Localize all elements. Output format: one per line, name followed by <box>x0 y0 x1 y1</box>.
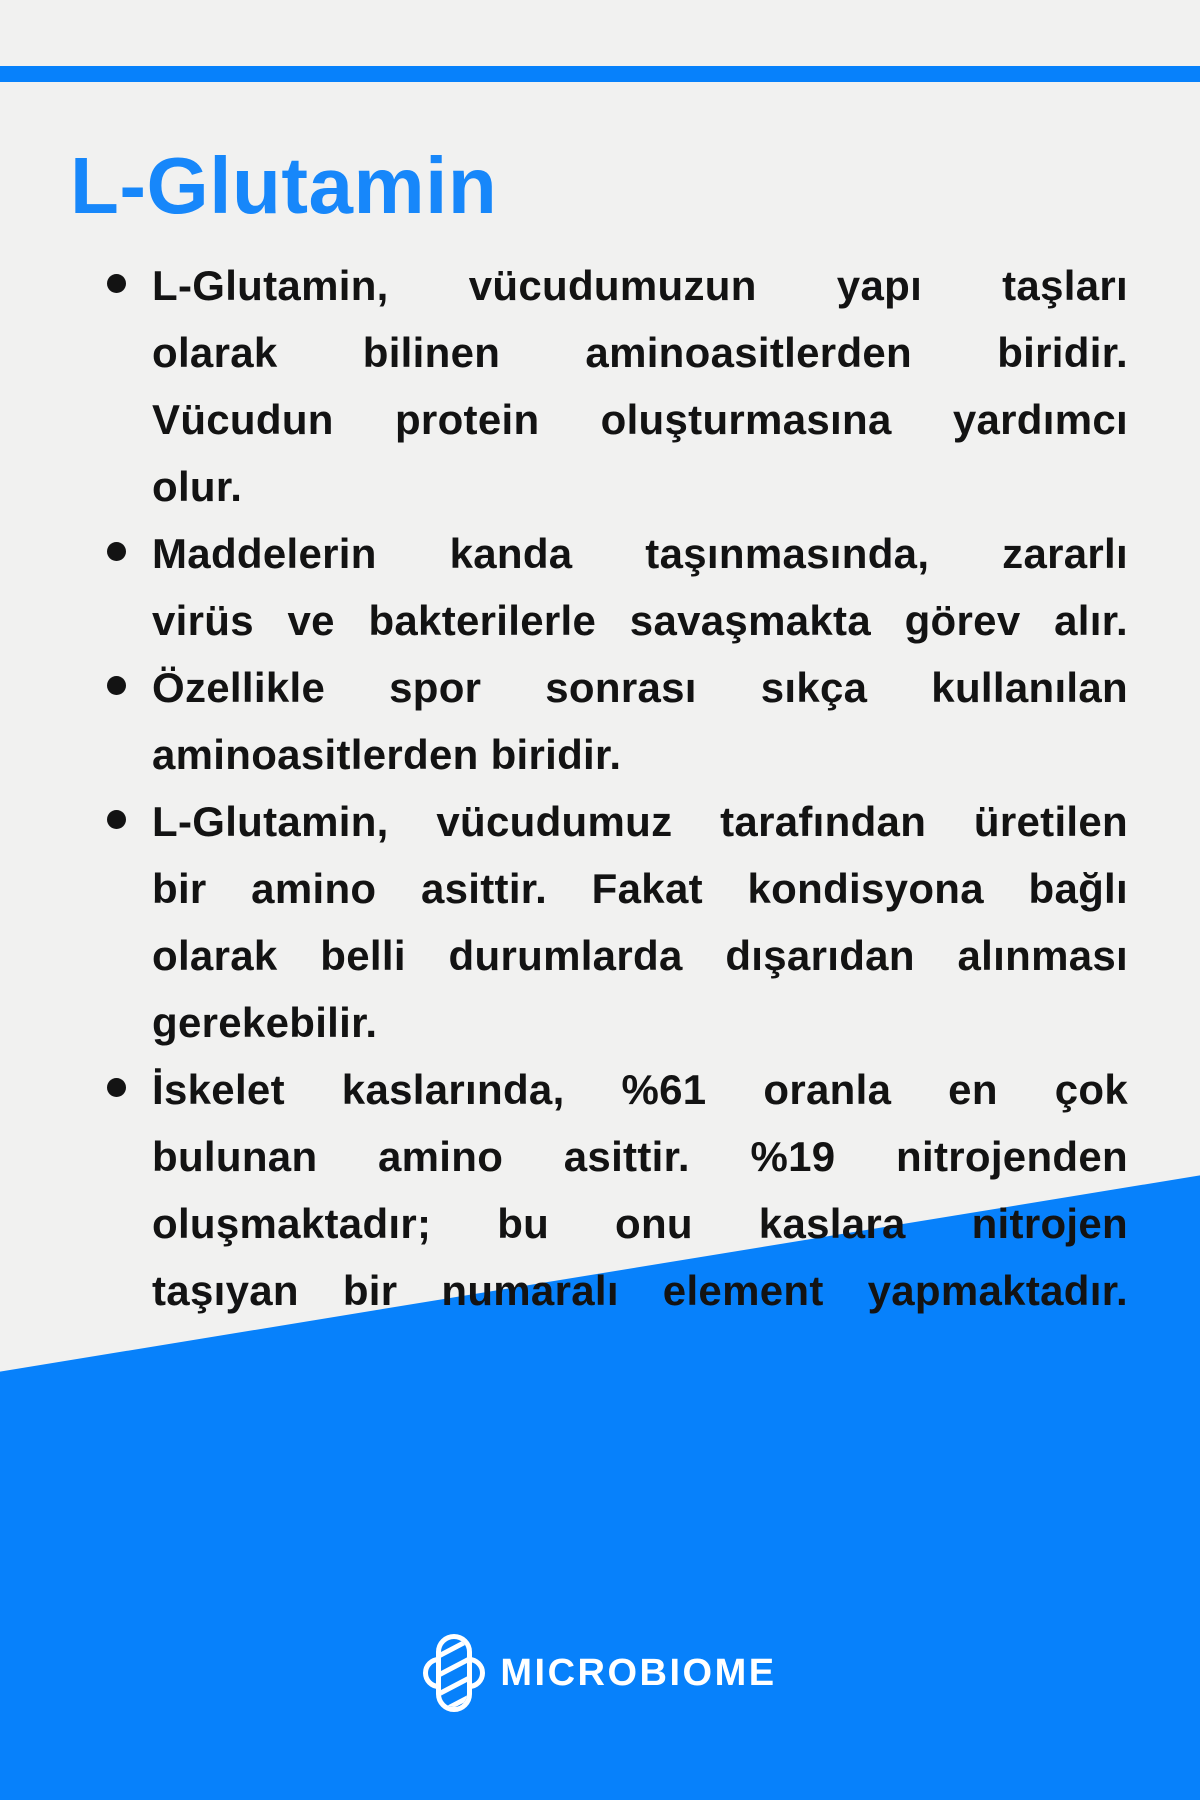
dna-capsule-icon <box>423 1634 485 1712</box>
bullet-dot <box>107 542 126 561</box>
bullet-line: bir amino asittir. Fakat kondisyona bağlı <box>152 865 1128 912</box>
bullet-item <box>152 252 1128 520</box>
page-title: L-Glutamin <box>70 141 498 230</box>
bullet-line: İskelet kaslarında, %61 oranla en çok <box>152 1066 1128 1113</box>
bullet-line: gerekebilir. <box>152 999 378 1046</box>
bullet-line: virüs ve bakterilerle savaşmakta görev alır. <box>152 597 1128 644</box>
bullet-line: oluşmaktadır; bu onu kaslara nitrojen <box>152 1200 1128 1247</box>
bullet-line: aminoasitlerden biridir. <box>152 731 622 778</box>
bullet-item <box>152 520 1128 654</box>
bullet-line: L-Glutamin, vücudumuzun yapı taşları <box>152 262 1128 309</box>
brand-name: MICROBIOME <box>500 1651 777 1694</box>
bullet-line: taşıyan bir numaralı element yapmaktadır. <box>152 1267 1128 1314</box>
bullet-line: bulunan amino asittir. %19 nitrojenden <box>152 1133 1128 1180</box>
bullet-item <box>152 1056 1128 1324</box>
bullet-dot <box>107 274 126 293</box>
bullet-line: olarak belli durumlarda dışarıdan alınması <box>152 932 1128 979</box>
bullet-line: olur. <box>152 463 243 510</box>
bullet-list <box>152 252 1128 1324</box>
brand-logo <box>0 1634 1200 1712</box>
bullet-dot <box>107 810 126 829</box>
bullet-line: Maddelerin kanda taşınmasında, zararlı <box>152 530 1128 577</box>
top-accent-bar <box>0 66 1200 82</box>
bullet-dot <box>107 1078 126 1097</box>
bullet-line: Özellikle spor sonrası sıkça kullanılan <box>152 664 1128 711</box>
bullet-dot <box>107 676 126 695</box>
bullet-line: Vücudun protein oluşturmasına yardımcı <box>152 396 1128 443</box>
bullet-line: olarak bilinen aminoasitlerden biridir. <box>152 329 1128 376</box>
bullet-line: L-Glutamin, vücudumuz tarafından üretilen <box>152 798 1128 845</box>
bullet-item <box>152 654 1128 788</box>
bullet-item <box>152 788 1128 1056</box>
